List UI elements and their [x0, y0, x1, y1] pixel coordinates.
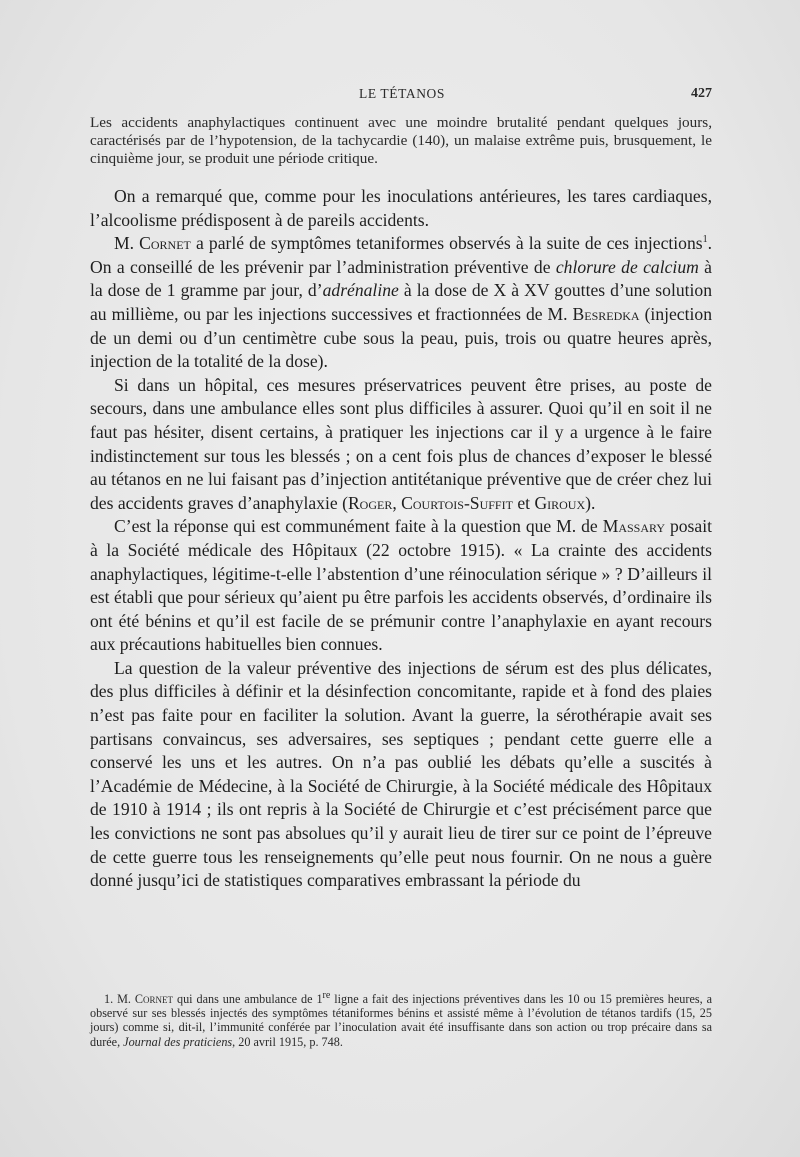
author-name: Roger — [347, 492, 393, 513]
running-head — [92, 86, 712, 108]
paragraph-4: C’est la réponse qui est communément faite à la question que M. de Massary posait à la Société médicale des Hôpitaux (22 octobre 1915). « La crainte des accidents anaphylactiques, légitime-t-elle l’abstention d’une réinoculation sérique » ? D’ailleurs il est établi que pour sérieux qu’aient pu être parfois les accidents observés, d’ordinaire ils ont été bénins et qu’il est facile de se prémunir contre l’anaphylaxie en ayant recours aux précautions habituelles bien connues. — [90, 516, 712, 655]
page-number: 427 — [691, 86, 712, 101]
author-name: Giroux — [534, 492, 586, 513]
paragraph-2: M. Cornet a parlé de symptômes tetaniformes observés à la suite de ces injections$^1$. On a conseillé de les prévenir par l’administration préventive de chlorure de calcium à la dose de 1 gramme par jour, d’adrénaline à la dose de X à XV gouttes d’une solution au millième, ou par les injections successives et fractionnées de M. Besredka (injection de un demi ou d’un centimètre cube sous la peau, puis, trois ou quatre heures après, injection de la totalité de la dose). — [90, 233, 712, 372]
author-name: Besredka — [572, 303, 640, 324]
intro-paragraph: Les accidents anaphylactiques continuent avec une moindre brutalité pendant quelques jours, caractérisés par de l’hypotension, de la tachycardie (140), un malaise extrême puis, brusquement, le cinquième jour, se produit une période critique. — [90, 114, 712, 167]
paragraph-5: La question de la valeur préventive des injections de sérum est des plus délicates, des plus difficiles à définir et la désinfection concomitante, rapide et à fond des plaies n’est pas faite pour en faciliter la solution. Avant la guerre, la sérothérapie avait ses partisans convaincus, ses adversaires, ses septiques ; pendant cette guerre elle a conservé les uns et les autres. On n’a pas oublié les débats qu’elle a suscités à l’Académie de Médecine, à la Société de Chirurgie, à la Société médicale des Hôpitaux de 1910 à 1914 ; ils ont repris à la Société de Chirurgie et c’est précisément parce que les convictions ne sont pas absolues qu’il y aurait lieu de tirer sur ce point de l’épreuve de cette guerre tous les renseignements qu’elle peut nous fournir. On ne nous a guère donné jusqu’ici de statistiques comparatives embrassant la période du — [90, 657, 712, 891]
italic-term: chlorure de calcium — [555, 256, 699, 277]
journal-title: Journal des praticiens — [123, 1034, 233, 1049]
author-name: Cornet — [134, 992, 174, 1006]
author-name: Cornet — [139, 233, 191, 254]
paragraph-3: Si dans un hôpital, ces mesures préservatrices peuvent être prises, au poste de secours, dans une ambulance elles sont plus difficiles à assurer. Quoi qu’il en soit il ne faut pas hésiter, disent certains, à pratiquer les injections car il y a urgence à le faire indistinctement sur tous les blessés ; on a cent fois plus de chances d’exposer le blessé au tétanos en ne lui faisant pas d’injection antitétanique préventive que de créer chez lui des accidents graves d’anaphylaxie (Roger, Courtois-Suffit et Giroux). — [90, 374, 712, 513]
footnote-ref: 1 — [702, 234, 708, 246]
author-name: Courtois-Suffit — [401, 492, 513, 513]
running-title: LE TÉTANOS — [358, 86, 446, 101]
body-text — [90, 114, 712, 893]
author-name: Massary — [602, 516, 666, 537]
italic-term: adrénaline — [322, 280, 399, 301]
footnote: 1. M. Cornet qui dans une ambulance de 1re ligne a fait des injections préventives dans les 10 ou 15 premières heures, a observé sur ses blessés injectés des symptômes tétaniformes bénins et assisté même à l’évolution de tétanos tardifs (15, 25 jours) comme si, dit-il, l’immunité conférée par l’inoculation avait été insuffisante dans son action ou trop précaire dans sa durée, Journal des praticiens, 20 avril 1915, p. 748. — [90, 989, 712, 1049]
paragraph-1: On a remarqué que, comme pour les inoculations antérieures, les tares cardiaques, l’alcoolisme prédisposent à de pareils accidents. — [90, 186, 712, 230]
